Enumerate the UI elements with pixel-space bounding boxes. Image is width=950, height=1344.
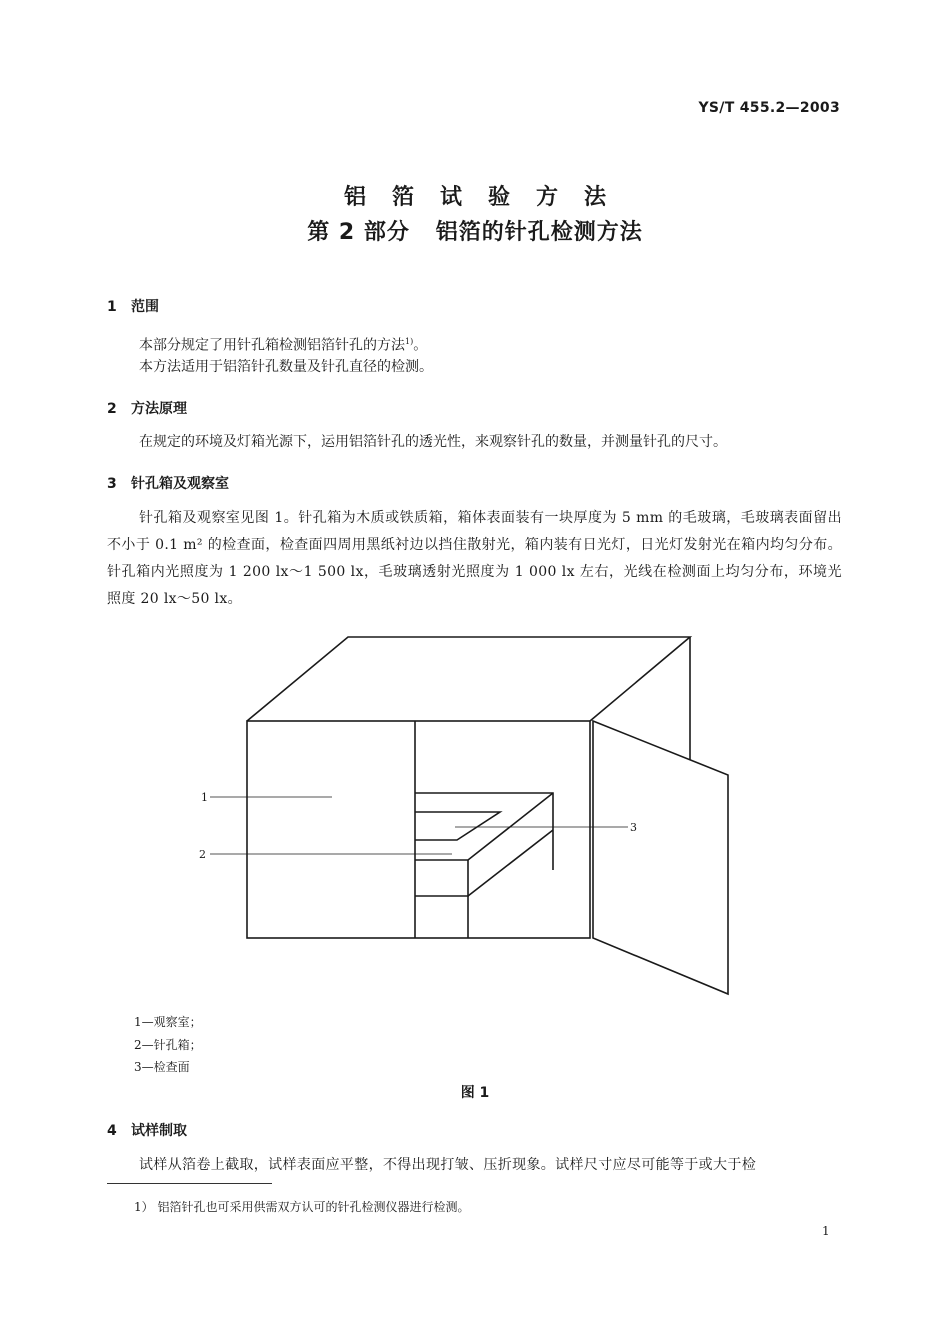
document-title: 铝箔试验方法 xyxy=(343,185,632,210)
figure-legend-item: 2—针孔箱； xyxy=(134,1038,202,1052)
box-front-face xyxy=(415,860,468,896)
box-top-front xyxy=(415,793,553,860)
section-number: 1 xyxy=(107,299,117,315)
section-4-paragraph-1: 试样从箔卷上截取，试样表面应平整，不得出现打皱、压折现象。试样尺寸应尽可能等于或大于检 xyxy=(139,1157,757,1173)
room-top-face xyxy=(247,637,690,721)
section-number: 3 xyxy=(107,476,117,492)
section-4-heading xyxy=(107,1120,187,1140)
box-bottom-edge xyxy=(468,830,553,896)
section-title: 针孔箱及观察室 xyxy=(131,476,229,492)
section-title: 范围 xyxy=(131,299,159,315)
figure-caption: 图 1 xyxy=(460,1085,490,1101)
footnote-marker: 1) xyxy=(405,337,414,346)
footnote-text: 1） 铝箔针孔也可采用供需双方认可的针孔检测仪器进行检测。 xyxy=(134,1200,470,1214)
footnote-divider xyxy=(107,1183,272,1184)
inspection-surface xyxy=(415,812,500,840)
section-1-paragraph-1: 本部分规定了用针孔箱检测铝箔针孔的方法$^{1)}$。 xyxy=(139,337,428,354)
section-title: 试样制取 xyxy=(131,1123,187,1139)
section-3-paragraph-1: 针孔箱及观察室见图 1。针孔箱为木质或铁质箱，箱体表面装有一块厚度为 5 mm 的毛玻璃，毛玻璃表面留出不小于 0.1 m² 的检查面，检查面四周用黑纸衬边以挡住散射光，箱内装有日光灯，日光灯发射光在箱内均匀分布。针孔箱内光照度为 1 200 lx～1 500 lx，毛玻璃透射光照度为 1 000 lx 左右，光线在检测面上均匀分布，环境光照度 20 lx～50 lx。 xyxy=(107,510,842,607)
section-title: 方法原理 xyxy=(131,401,187,417)
document-number: YS/T 455.2—2003 xyxy=(698,100,840,116)
section-1-paragraph-2: 本方法适用于铝箔针孔数量及针孔直径的检测。 xyxy=(139,359,433,375)
figure-legend-item: 3—检查面 xyxy=(134,1060,190,1074)
box-back-edge xyxy=(415,793,553,870)
document-subtitle: 第 2 部分 铝箔的针孔检测方法 xyxy=(307,220,643,245)
callout-1-label: 1 xyxy=(201,791,208,804)
section-2-paragraph-1: 在规定的环境及灯箱光源下，运用铝箔针孔的透光性，来观察针孔的数量，并测量针孔的尺寸。 xyxy=(139,434,727,450)
page-number: 1 xyxy=(822,1224,830,1238)
room-door xyxy=(593,721,728,994)
callout-3-label: 3 xyxy=(630,821,637,834)
figure-legend-item: 1—观察室； xyxy=(134,1015,202,1029)
room-front-face xyxy=(247,721,590,938)
section-number: 4 xyxy=(107,1123,117,1139)
section-number: 2 xyxy=(107,401,117,417)
callout-2-label: 2 xyxy=(199,848,206,861)
